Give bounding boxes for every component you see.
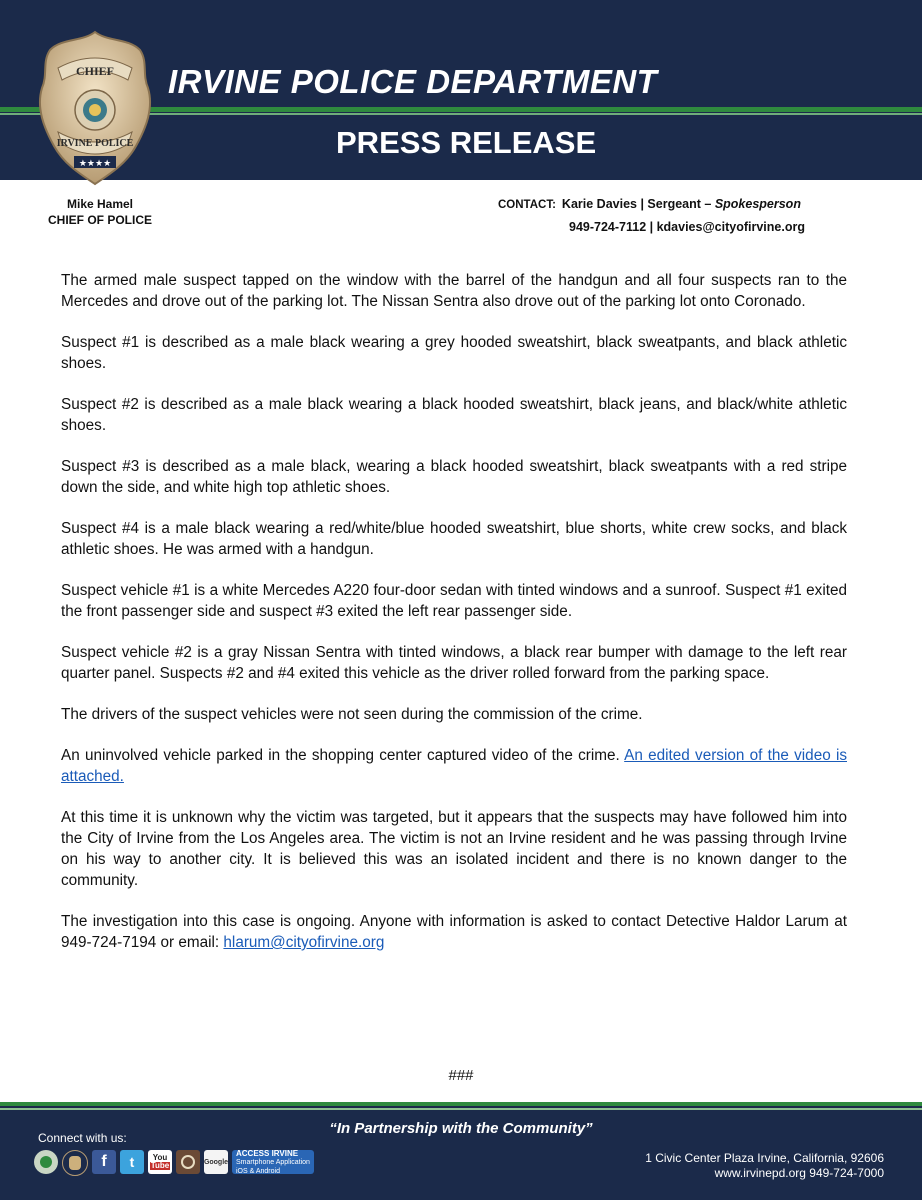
body-paragraph: The drivers of the suspect vehicles were not seen during the commission of the crime. bbox=[61, 706, 643, 723]
access-app-title: ACCESS IRVINE bbox=[236, 1148, 299, 1158]
chief-badge-icon bbox=[36, 28, 154, 188]
facebook-icon[interactable]: f bbox=[92, 1150, 116, 1174]
access-app-subtitle: Smartphone Application bbox=[236, 1158, 310, 1166]
badge-stars: ★★★★ bbox=[78, 159, 112, 169]
badge-bottom-text: IRVINE POLICE bbox=[56, 138, 134, 149]
footer-address-block bbox=[645, 1151, 884, 1181]
chief-title: CHIEF OF POLICE bbox=[47, 213, 152, 227]
body-paragraph: Suspect vehicle #1 is a white Mercedes A220 four-door sedan with tinted windows and a sunroof. Suspect #1 exited the front passenger side and suspect #3 exited the left rear passenger side. bbox=[61, 582, 847, 620]
contact-role: Spokesperson bbox=[714, 197, 801, 211]
chief-signature-block bbox=[20, 196, 180, 228]
youtube-icon[interactable]: You Tube bbox=[148, 1150, 172, 1174]
twitter-icon[interactable]: t bbox=[120, 1150, 144, 1174]
body-paragraph: Suspect #3 is described as a male black, wearing a black hooded sweatshirt, black sweatpants with a red stripe down the side, and white high top athletic shoes. bbox=[61, 458, 847, 496]
video-sentence: An uninvolved vehicle parked in the shopping center captured video of the crime. bbox=[61, 747, 625, 764]
city-seal-icon[interactable] bbox=[34, 1150, 58, 1174]
press-release-body bbox=[61, 270, 847, 973]
body-paragraph: The armed male suspect tapped on the window with the barrel of the handgun and all four suspects ran to the Mercedes and drove out of the parking lot. The Nissan Sentra also drove out of the parking lot onto Coronado. bbox=[61, 272, 847, 310]
footer-web-phone: www.irvinepd.org 949-724-7000 bbox=[714, 1166, 884, 1180]
social-icons bbox=[34, 1150, 314, 1176]
body-paragraph bbox=[61, 911, 847, 953]
contact-name: Karie Davies | Sergeant – bbox=[561, 197, 715, 211]
badge-top-text: CHIEF bbox=[75, 64, 115, 78]
end-of-release-mark: ### bbox=[448, 1067, 474, 1084]
department-name: IRVINE POLICE DEPARTMENT bbox=[168, 63, 658, 100]
body-paragraph: At this time it is unknown why the victim was targeted, but it appears that the suspects may have followed him into the City of Irvine from the Los Angeles area. The victim is not an Irvine resident and he was passing through Irvine on his way to another city. It is believed this was an isolated incident and there is no known danger to the community. bbox=[61, 809, 847, 889]
body-paragraph: Suspect #1 is described as a male black wearing a grey hooded sweatshirt, black sweatpants, and black athletic shoes. bbox=[61, 334, 847, 372]
video-attachment-link[interactable]: An edited version of the video is attached. bbox=[61, 747, 847, 785]
body-paragraph: Suspect #4 is a male black wearing a red/white/blue hooded sweatshirt, blue shorts, white crew socks, and black athletic shoes. He was armed with a handgun. bbox=[61, 520, 847, 558]
access-app-platforms: iOS & Android bbox=[236, 1167, 280, 1175]
google-play-icon[interactable]: Google bbox=[204, 1150, 228, 1174]
body-paragraph: Suspect vehicle #2 is a gray Nissan Sentra with tinted windows, a black rear bumper with damage to the left rear quarter panel. Suspects #2 and #4 exited this vehicle as the driver rolled forward from the parking space. bbox=[61, 644, 847, 682]
footer-green-stripe-thin bbox=[0, 1108, 922, 1110]
contact-phone-email: 949-724-7112 | kdavies@cityofirvine.org bbox=[569, 220, 805, 234]
footer-tagline: “In Partnership with the Community” bbox=[329, 1120, 593, 1137]
detective-email-link[interactable]: hlarum@cityofirvine.org bbox=[223, 934, 385, 951]
body-paragraph: Suspect #2 is described as a male black wearing a black hooded sweatshirt, black jeans, and black/white athletic shoes. bbox=[61, 396, 847, 434]
document-type-title: PRESS RELEASE bbox=[336, 125, 597, 160]
contact-label: CONTACT: bbox=[498, 199, 556, 211]
body-paragraph bbox=[61, 745, 847, 787]
footer-address: 1 Civic Center Plaza Irvine, California, 92606 bbox=[645, 1151, 884, 1165]
contact-detective-sentence: The investigation into this case is ongoing. Anyone with information is asked to contact Detective Haldor Larum at 949-724-7194 or email: bbox=[61, 913, 847, 951]
footer-green-stripe bbox=[0, 1102, 922, 1106]
access-irvine-app-icon[interactable] bbox=[232, 1150, 314, 1174]
connect-label: Connect with us: bbox=[38, 1131, 127, 1145]
contact-block bbox=[498, 193, 878, 238]
police-badge-icon[interactable] bbox=[62, 1150, 88, 1176]
chief-name: Mike Hamel bbox=[66, 197, 134, 211]
instagram-icon[interactable] bbox=[176, 1150, 200, 1174]
